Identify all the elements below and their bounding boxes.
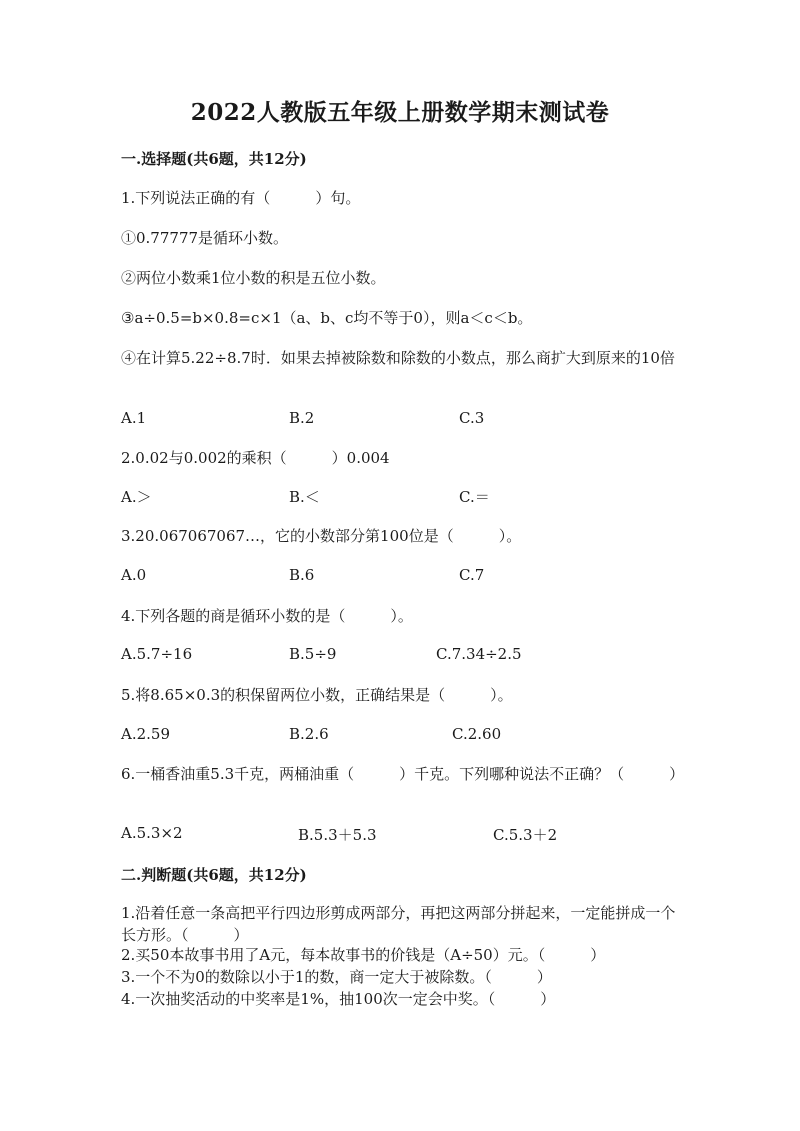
q2-option-a: A.＞: [121, 488, 152, 506]
q6-option-c: C.5.3＋2: [493, 826, 558, 844]
q6-option-b: B.5.3＋5.3: [298, 826, 377, 844]
q5-option-b: B.2.6: [289, 725, 329, 743]
section1-heading: 一.选择题(共6题，共12分): [121, 150, 307, 168]
q4-option-a: A.5.7÷16: [121, 645, 193, 663]
q4-option-b: B.5÷9: [289, 645, 337, 663]
q1-statement-4: ④在计算5.22÷8.7时．如果去掉被除数和除数的小数点，那么商扩大到原来的10倍: [121, 349, 675, 367]
exam-title: 2022人教版五年级上册数学期末测试卷: [190, 99, 610, 126]
judge-item-3: 3.一个不为0的数除以小于1的数，商一定大于被除数。（ ）: [121, 968, 552, 986]
q1-statement-3: ③a÷0.5=b×0.8=c×1（a、b、c均不等于0），则a＜c＜b。: [121, 309, 533, 327]
q5-option-a: A.2.59: [121, 725, 170, 743]
q3-stem: 3.20.067067067…，它的小数部分第100位是（ ）。: [121, 527, 522, 545]
q5-option-c: C.2.60: [452, 725, 502, 743]
section2-heading: 二.判断题(共6题，共12分): [121, 866, 307, 884]
q1-option-b: B.2: [289, 409, 315, 427]
q1-statement-1: ①0.77777是循环小数。: [121, 229, 289, 247]
q2-option-c: C.＝: [459, 488, 490, 506]
q1-option-a: A.1: [121, 409, 147, 427]
q3-option-c: C.7: [459, 566, 485, 584]
judge-item-2: 2.买50本故事书用了A元，每本故事书的价钱是（A÷50）元。（ ）: [121, 946, 606, 964]
q1-statement-2: ②两位小数乘1位小数的积是五位小数。: [121, 269, 386, 287]
judge-item-4: 4.一次抽奖活动的中奖率是1%，抽100次一定会中奖。（ ）: [121, 990, 556, 1008]
q1-stem: 1.下列说法正确的有（ ）句。: [121, 189, 361, 207]
q5-stem: 5.将8.65×0.3的积保留两位小数，正确结果是（ ）。: [121, 686, 513, 704]
q6-stem: 6.一桶香油重5.3千克，两桶油重（ ）千克。下列哪种说法不正确？（ ）: [121, 765, 685, 783]
q6-option-a: A.5.3×2: [121, 824, 183, 842]
q3-option-a: A.0: [121, 566, 147, 584]
judge-item-1: 1.沿着任意一条高把平行四边形剪成两部分，再把这两部分拼起来，一定能拼成一个长方形。（ ）: [121, 904, 676, 944]
q4-stem: 4.下列各题的商是循环小数的是（ ）。: [121, 607, 413, 625]
q3-option-b: B.6: [289, 566, 315, 584]
q4-option-c: C.7.34÷2.5: [436, 645, 522, 663]
q2-option-b: B.＜: [289, 488, 320, 506]
q1-option-c: C.3: [459, 409, 485, 427]
q2-stem: 2.0.02与0.002的乘积（ ）0.004: [121, 449, 390, 467]
